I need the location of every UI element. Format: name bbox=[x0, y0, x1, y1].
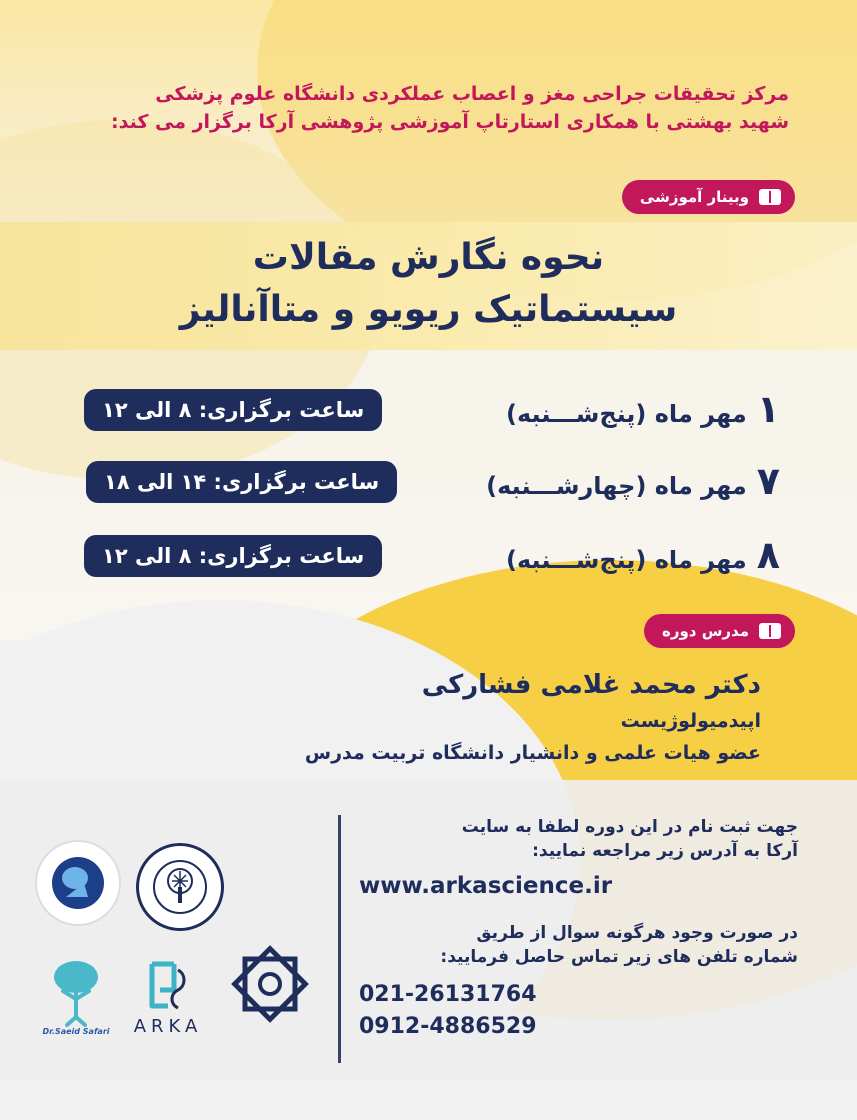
schedule-time-badge: ساعت برگزاری: ۸ الی ۱۲ bbox=[84, 389, 382, 431]
schedule-day-number: ۱ bbox=[756, 387, 780, 431]
schedule-day bbox=[506, 384, 780, 439]
instructor-badge bbox=[644, 614, 795, 648]
schedule-day-text: مهر ماه (پنج‌شـــنبه) bbox=[506, 400, 747, 428]
contact-text-2: شماره تلفن های زیر تماس حاصل فرمایید: bbox=[440, 947, 798, 967]
schedule-row bbox=[80, 456, 780, 506]
title-line-2: سیستماتیک ریویو و متاآنالیز bbox=[179, 289, 678, 330]
sbmu-logo bbox=[222, 936, 318, 1032]
intro-text bbox=[29, 80, 789, 136]
webinar-title bbox=[0, 232, 857, 336]
arka-logo-text: ARKA bbox=[133, 1015, 203, 1037]
contact-text-1: در صورت وجود هرگونه سوال از طریق bbox=[476, 923, 798, 943]
registration-text-2: آرکا به آدرس زیر مراجعه نمایید: bbox=[532, 841, 798, 861]
webinar-badge bbox=[622, 180, 795, 214]
arka-mark-icon bbox=[138, 956, 198, 1016]
schedule-time-badge: ساعت برگزاری: ۱۴ الی ۱۸ bbox=[86, 461, 397, 503]
registration-info bbox=[338, 815, 798, 1063]
registration-text-1: جهت ثبت نام در این دوره لطفا به سایت bbox=[461, 817, 798, 837]
university-seal-logo bbox=[136, 843, 224, 931]
website-link[interactable]: www.arkascience.ir bbox=[359, 873, 613, 899]
webinar-badge-label: وبینار آموزشی bbox=[639, 188, 749, 206]
instructor-badge-label: مدرس دوره bbox=[661, 622, 749, 640]
intro-line-2: شهید بهشتی با همکاری استارتاپ آموزشی پژوهشی آرکا برگزار می کند: bbox=[111, 111, 789, 133]
schedule-day bbox=[486, 456, 780, 511]
brain-head-icon bbox=[48, 853, 108, 913]
schedule-day-text: مهر ماه (پنج‌شـــنبه) bbox=[506, 546, 747, 574]
schedule-time-badge: ساعت برگزاری: ۸ الی ۱۲ bbox=[84, 535, 382, 577]
schedule-day-text: مهر ماه (چهارشـــنبه) bbox=[486, 472, 747, 500]
intro-line-1: مرکز تحقیقات جراحی مغز و اعصاب عملکردی دانشگاه علوم پزشکی bbox=[155, 83, 789, 105]
geometric-star-icon bbox=[225, 939, 315, 1029]
schedule-day-number: ۸ bbox=[756, 533, 780, 577]
tree-icon bbox=[150, 857, 210, 917]
phone-number-1[interactable]: 021-26131764 bbox=[359, 982, 537, 1007]
instructor-role: اپیدمیولوژیست bbox=[620, 710, 761, 732]
book-icon bbox=[759, 189, 781, 205]
book-icon bbox=[759, 623, 781, 639]
title-line-1: نحوه نگارش مقالات bbox=[252, 237, 605, 278]
brain-person-icon bbox=[45, 957, 107, 1027]
neurosurgery-center-logo bbox=[35, 840, 121, 926]
schedule-day bbox=[506, 530, 780, 585]
phone-number-2[interactable]: 0912-4886529 bbox=[359, 1014, 537, 1039]
schedule-day-number: ۷ bbox=[756, 459, 780, 503]
safari-logo bbox=[35, 946, 117, 1046]
schedule-row bbox=[80, 530, 780, 580]
schedule-row bbox=[80, 384, 780, 434]
safari-logo-text: Dr.Saeid Safari bbox=[42, 1026, 110, 1036]
instructor-position: عضو هیات علمی و دانشیار دانشگاه تربیت مدرس bbox=[304, 742, 761, 764]
instructor-name: دکتر محمد غلامی فشارکی bbox=[421, 670, 761, 700]
arka-logo bbox=[128, 944, 208, 1048]
